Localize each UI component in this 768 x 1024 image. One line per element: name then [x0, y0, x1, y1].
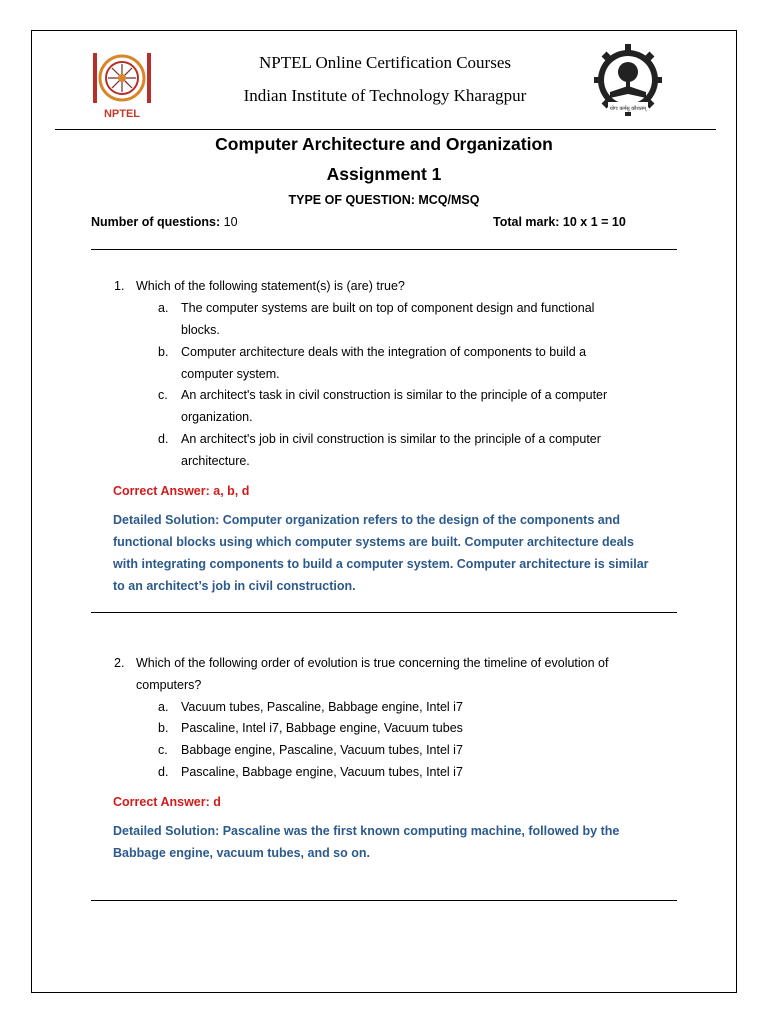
option-text: organization.	[181, 410, 253, 424]
option-letter: a.	[158, 700, 169, 714]
section-divider	[91, 900, 677, 901]
question-type: TYPE OF QUESTION: MCQ/MSQ	[288, 193, 480, 207]
header-line-1: NPTEL Online Certification Courses	[259, 53, 511, 72]
option-text: The computer systems are built on top of component design and functional	[181, 301, 595, 315]
option-letter: a.	[158, 301, 169, 315]
option-text: An architect's job in civil construction is similar to the principle of a computer	[181, 432, 601, 446]
nptel-logo	[91, 51, 153, 121]
question-stem: Which of the following statement(s) is (are) true?	[136, 279, 405, 293]
solution-line: to an architect’s job in civil construction.	[113, 579, 356, 593]
number-of-questions-label: Number of questions:	[91, 215, 221, 229]
iit-logo-motto: योगः कर्मसु कौशलम्	[609, 106, 647, 112]
option-text: An architect's task in civil construction is similar to the principle of a computer	[181, 388, 608, 402]
solution-line: Detailed Solution: Pascaline was the first known computing machine, followed by the	[113, 824, 620, 838]
question-stem: computers?	[136, 678, 202, 692]
header-divider	[55, 129, 716, 130]
number-of-questions-value: 10	[223, 215, 238, 229]
option-text: computer system.	[181, 367, 280, 381]
option-text: Pascaline, Babbage engine, Vacuum tubes, Intel i7	[181, 765, 463, 779]
section-divider	[91, 249, 677, 250]
option-text: Computer architecture deals with the integration of components to build a	[181, 345, 587, 359]
option-text: Babbage engine, Pascaline, Vacuum tubes, Intel i7	[181, 743, 463, 757]
course-title: Computer Architecture and Organization	[215, 134, 553, 154]
question-stem: Which of the following order of evolution is true concerning the timeline of evolution of	[136, 656, 609, 670]
header-line-2: Indian Institute of Technology Kharagpur	[243, 86, 527, 105]
option-text: architecture.	[181, 454, 250, 468]
option-letter: d.	[158, 432, 169, 446]
correct-answer: Correct Answer: a, b, d	[113, 484, 250, 498]
option-text: blocks.	[181, 323, 220, 337]
nptel-logo-text: NPTEL	[103, 108, 141, 120]
question-number: 1.	[114, 279, 125, 293]
assignment-title: Assignment 1	[326, 164, 442, 184]
option-text: Pascaline, Intel i7, Babbage engine, Vacuum tubes	[181, 721, 463, 735]
solution-line: with integrating components to build a computer system. Computer architecture is similar	[113, 557, 649, 571]
solution-line: Babbage engine, vacuum tubes, and so on.	[113, 846, 370, 860]
option-letter: c.	[158, 743, 168, 757]
option-letter: d.	[158, 765, 169, 779]
solution-line: functional blocks using which computer systems are built. Computer architecture deals	[113, 535, 634, 549]
number-of-questions	[91, 215, 238, 229]
option-letter: b.	[158, 721, 169, 735]
option-letter: b.	[158, 345, 169, 359]
solution-line: Detailed Solution: Computer organization refers to the design of the components and	[113, 513, 620, 527]
option-text: Vacuum tubes, Pascaline, Babbage engine, Intel i7	[181, 700, 463, 714]
question-number: 2.	[114, 656, 125, 670]
option-letter: c.	[158, 388, 168, 402]
correct-answer: Correct Answer: d	[113, 795, 221, 809]
section-divider	[91, 612, 677, 613]
total-mark: Total mark: 10 x 1 = 10	[493, 215, 626, 229]
